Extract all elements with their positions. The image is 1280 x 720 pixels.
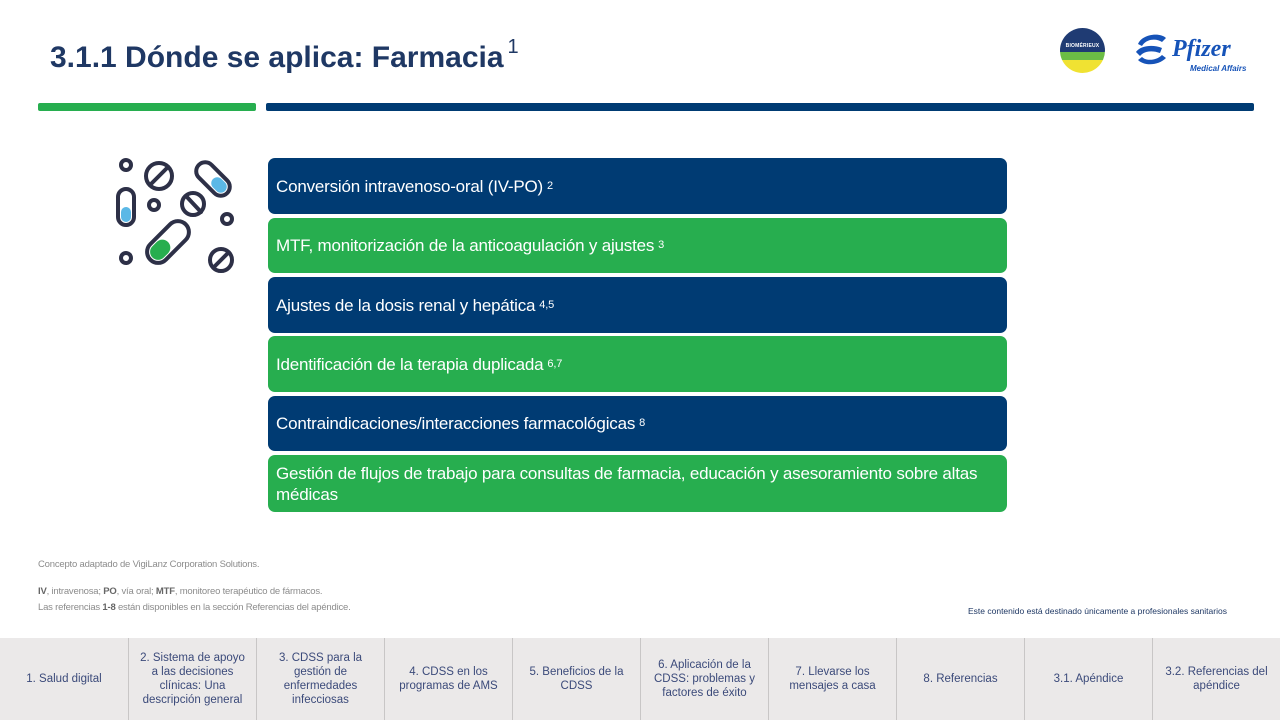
list-item-text: Identificación de la terapia duplicada [276,354,544,374]
nav-item-referencias[interactable]: 8. Referencias [896,638,1024,720]
nav-item-cdss-ams[interactable]: 4. CDSS en los programas de AMS [384,638,512,720]
biomerieux-logo [1060,28,1105,73]
refs-range: 1-8 [102,602,116,613]
pfizer-mark-icon [1132,30,1172,70]
abbr-mtf-text: , monitoreo terapéutico de fármacos. [174,586,323,597]
refs-suffix: están disponibles en la sección Referencias del apéndice. [115,602,351,613]
header-divider-blue [266,103,1254,111]
abbr-iv: IV [38,586,47,597]
nav-item-sistema-apoyo[interactable]: 2. Sistema de apoyo a las decisiones clínicas: Una descripción general [128,638,256,720]
page-title [50,36,519,75]
abbr-po-text: , vía oral; [116,586,156,597]
abbr-po: PO [103,586,117,597]
list-item-ref: 8 [639,417,646,429]
pfizer-logo [1132,28,1252,74]
list-item [268,218,1007,273]
list-item-text: Contraindicaciones/interacciones farmacológicas [276,414,636,433]
list-item [268,277,1007,333]
pfizer-logo-text: Pfizer [1172,36,1231,62]
nav-item-referencias-apendice[interactable]: 3.2. Referencias del apéndice [1152,638,1280,720]
pfizer-logo-subtext: Medical Affairs [1190,64,1247,73]
biomerieux-logo-text: BIOMÉRIEUX [1065,43,1100,49]
page-title-text: 3.1.1 Dónde se aplica: Farmacia [50,41,504,74]
list-item [268,336,1007,392]
list-item-ref: 4,5 [539,298,554,311]
concept-note: Concepto adaptado de VigiLanz Corporation Solutions. [38,559,260,570]
pills-icon [110,150,245,280]
nav-item-mensajes[interactable]: 7. Llevarse los mensajes a casa [768,638,896,720]
list-item-text: MTF, monitorización de la anticoagulación y ajustes [276,236,655,255]
nav-item-salud-digital[interactable]: 1. Salud digital [26,673,102,685]
list-item-ref: 2 [547,179,553,192]
section-navigation [0,638,1280,720]
page-title-ref: 1 [507,36,519,58]
list-item-text: Conversión intravenoso-oral (IV-PO) [276,176,544,196]
hcp-disclaimer: Este contenido está destinado únicamente a profesionales sanitarios [968,606,1227,616]
list-item-text: Gestión de flujos de trabajo para consultas de farmacia, educación y asesoramiento sobre altas médicas [276,463,978,504]
list-item-ref: 6,7 [547,357,563,370]
references-note [38,602,351,613]
list-item-text: Ajustes de la dosis renal y hepática [276,295,536,315]
nav-item-apendice[interactable]: 3.1. Apéndice [1024,638,1152,720]
abbr-iv-text: , intravenosa; [46,586,104,597]
nav-item-beneficios[interactable]: 5. Beneficios de la CDSS [512,638,640,720]
nav-item-cdss-enfermedades[interactable]: 3. CDSS para la gestión de enfermedades infecciosas [256,638,384,720]
list-item [268,158,1007,214]
list-item [268,455,1007,512]
list-item-ref: 3 [658,239,665,251]
abbreviations-note [38,586,322,597]
abbr-mtf: MTF [155,586,175,597]
header-divider-green [38,103,256,111]
list-item [268,396,1007,451]
nav-item-aplicacion[interactable]: 6. Aplicación de la CDSS: problemas y factores de éxito [640,638,768,720]
refs-prefix: Las referencias [38,602,103,613]
